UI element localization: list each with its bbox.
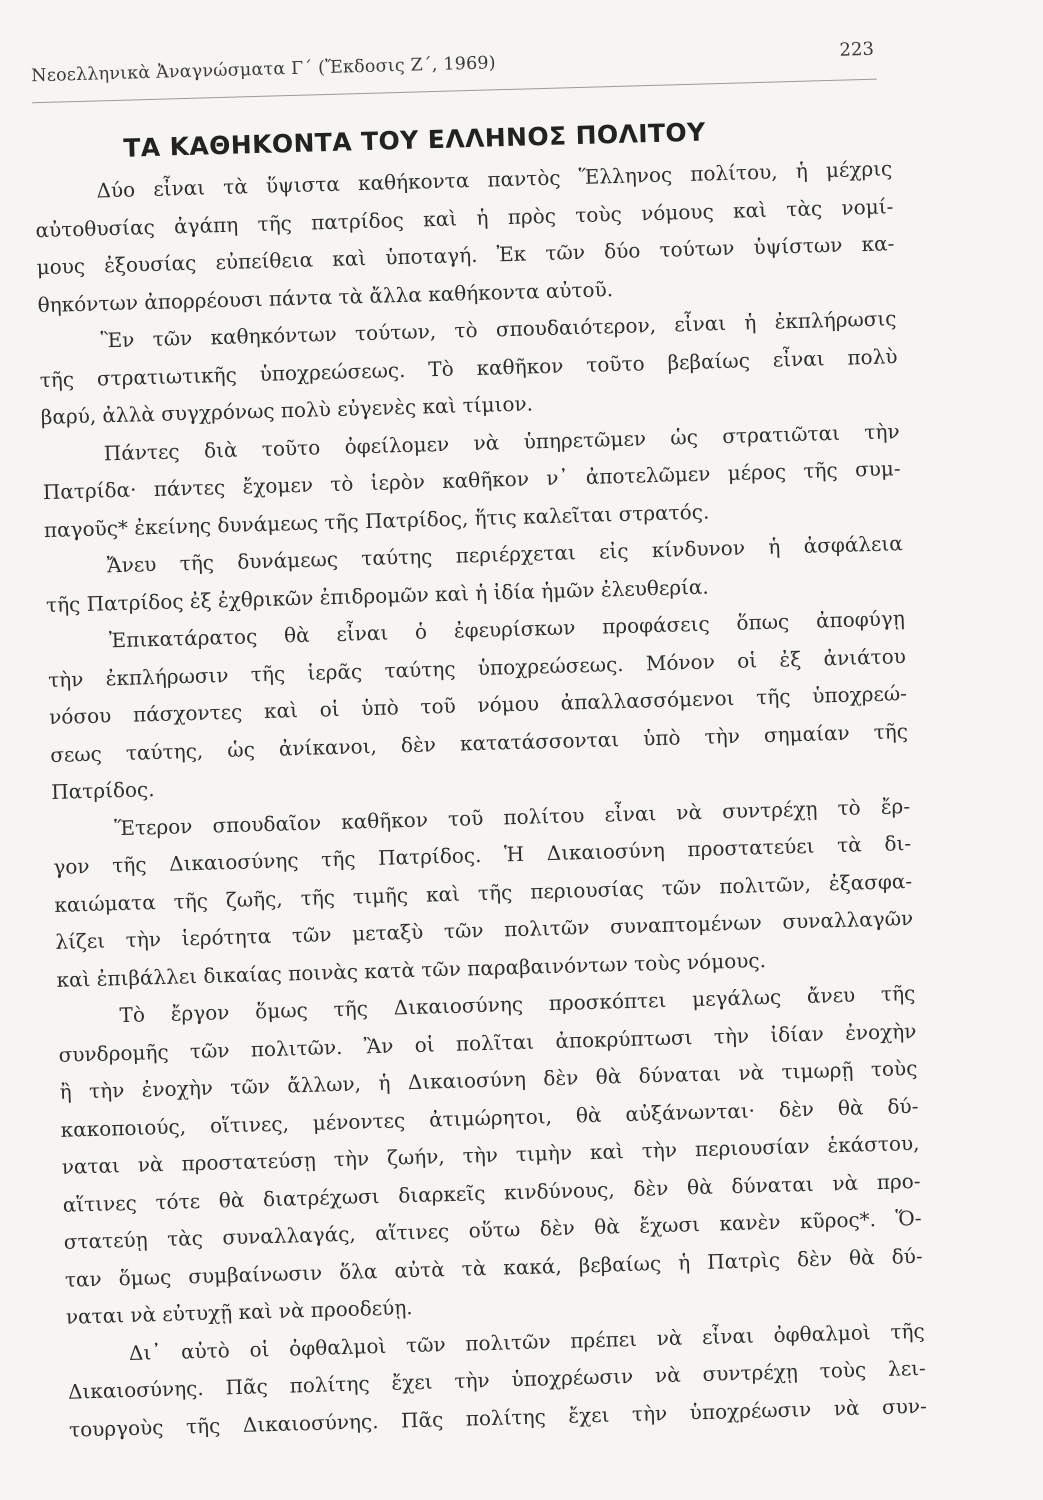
text-line: Τὸ ἔργον ὅμως τῆς Δικαιοσύνης προσκόπτει μεγάλως ἄνευ τῆς [119, 980, 916, 1028]
text-line: τὴν ἐκπλήρωσιν τῆς ἱερᾶς ταύτης ὑποχρεώσεως. Μόνον οἱ ἐξ ἀνιάτου [47, 643, 907, 692]
text-line: αἵτινες τότε θὰ διατρέχωσι διαρκεῖς κινδύνους, δὲν θὰ δύναται νὰ προ- [62, 1168, 921, 1217]
text-line: αὐτοθυσίας ἀγάπη τῆς πατρίδος καὶ ἡ πρὸς τοὺς νόμους καὶ τὰς νομί- [35, 193, 894, 242]
text-line: λίζει τὴν ἱερότητα τῶν μεταξὺ τῶν πολιτῶν συναπτομένων συναλλαγῶν [55, 905, 914, 954]
text-line: τουργοὺς τῆς Δικαιοσύνης. Πᾶς πολίτης ἔχει τὴν ὑποχρέωσιν νὰ συν- [68, 1393, 928, 1442]
text-line: τῆς στρατιωτικῆς ὑποχρεώσεως. Τὸ καθῆκον τοῦτο βεβαίως εἶναι πολὺ [39, 343, 898, 392]
text-line: Πατρίδα· πάντες ἔχομεν τὸ ἱερὸν καθῆκον ν᾿ ἀποτελῶμεν μέρος τῆς συμ- [42, 456, 901, 505]
text-line: Πατρίδος. [50, 777, 155, 804]
text-line: παγοῦς* ἐκείνης δυνάμεως τῆς Πατρίδος, ἥτις καλεῖται στρατός. [43, 499, 710, 542]
body-text [34, 150, 927, 1448]
text-line: Δικαιοσύνης. Πᾶς πολίτης ἔχει τὴν ὑποχρέωσιν νὰ συντρέχῃ τοὺς λει- [67, 1355, 927, 1404]
text-line: νόσου πάσχοντες καὶ οἱ ὑπὸ τοῦ νόμου ἀπαλλασσόμενοι τῆς ὑποχρεώ- [48, 681, 908, 730]
page-number: 223 [839, 38, 875, 61]
text-line: Ἓν τῶν καθηκόντων τούτων, τὸ σπουδαιότερον, εἶναι ἡ ἐκπλήρωσις [100, 306, 897, 353]
text-line: γον τῆς Δικαιοσύνης τῆς Πατρίδος. Ἡ Δικαιοσύνη προστατεύει τὰ δι- [53, 831, 912, 879]
text-line: καιώματα τῆς ζωῆς, τῆς τιμῆς καὶ τῆς περιουσίας τῶν πολιτῶν, ἐξασφα- [54, 868, 913, 917]
text-line: Ἄνευ τῆς δυνάμεως ταύτης περιέρχεται εἰς κίνδυνον ἡ ἀσφάλεια [106, 531, 904, 578]
text-line: καὶ ἐπιβάλλει δικαίας ποινὰς κατὰ τῶν παραβαινόντων τοὺς νόμους. [56, 947, 767, 992]
page-header [31, 35, 877, 104]
running-head: Νεοελληνικὰ Ἀναγνώσματα Γ΄ (Ἔκδοσις Ζ΄, 1969) [31, 53, 497, 87]
text-line: Δι᾿ αὐτὸ οἱ ὀφθαλμοὶ τῶν πολιτῶν πρέπει νὰ εἶναι ὀφθαλμοὶ τῆς [128, 1318, 925, 1365]
text-line: θηκόντων ἀπορρέουσι πάντα τὰ ἄλλα καθήκοντα αὐτοῦ. [37, 276, 614, 317]
text-line: ναται νὰ εὐτυχῇ καὶ νὰ προοδεύῃ. [65, 1295, 413, 1329]
text-line: βαρύ, ἀλλὰ συγχρόνως πολὺ εὐγενὲς καὶ τίμιον. [40, 391, 534, 430]
text-line: συνδρομῆς τῶν πολιτῶν. Ἂν οἱ πολῖται ἀποκρύπτωσι τὴν ἰδίαν ἐνοχὴν [58, 1018, 917, 1067]
text-line: ταν ὅμως συμβαίνωσιν ὅλα αὐτὰ τὰ κακά, βεβαίως ἡ Πατρὶς δὲν θὰ δύ- [64, 1243, 923, 1292]
text-line: μους ἐξουσίας εὐπείθεια καὶ ὑποταγή. Ἐκ τῶν δύο τούτων ὑψίστων κα- [36, 231, 895, 280]
text-line: στατεύῃ τὰς συναλλαγάς, αἵτινες οὕτω δὲν θὰ ἔχωσι κανὲν κῦρος*. Ὅ- [63, 1205, 922, 1254]
text-line: Πάντες διὰ τοῦτο ὀφείλομεν νὰ ὑπηρετῶμεν ὡς στρατιῶται τὴν [103, 418, 900, 465]
text-line: κακοποιούς, οἵτινες, μένοντες ἀτιμώρητοι, θὰ αὐξάνωνται· δὲν θὰ δύ- [60, 1093, 919, 1142]
text-line: ἢ τὴν ἐνοχὴν τῶν ἄλλων, ἡ Δικαιοσύνη δὲν θὰ δύναται νὰ τιμωρῇ τοὺς [59, 1055, 918, 1104]
text-line: Ἕτερον σπουδαῖον καθῆκον τοῦ πολίτου εἶναι νὰ συντρέχῃ τὸ ἔρ- [113, 793, 911, 840]
text-line: Δύο εἶναι τὰ ὕψιστα καθήκοντα παντὸς Ἕλληνος πολίτου, ἡ μέχρις [96, 156, 893, 203]
text-line: τῆς Πατρίδος ἐξ ἐχθρικῶν ἐπιδρομῶν καὶ ἡ ἰδία ἡμῶν ἐλευθερία. [45, 574, 710, 617]
text-line: σεως ταύτης, ὡς ἀνίκανοι, δὲν κατατάσσονται ὑπὸ τὴν σημαίαν τῆς [49, 718, 909, 767]
chapter-title: ΤΑ ΚΑΘΗΚΟΝΤΑ ΤΟΥ ΕΛΛΗΝΟΣ ΠΟΛΙΤΟΥ [122, 117, 706, 163]
text-line: Ἐπικατάρατος θὰ εἶναι ὁ ἐφευρίσκων προφάσεις ὅπως ἀποφύγῃ [108, 606, 906, 653]
text-line: ναται νὰ προστατεύσῃ τὴν ζωήν, τὴν τιμὴν καὶ τὴν περιουσίαν ἑκάστου, [61, 1130, 920, 1179]
